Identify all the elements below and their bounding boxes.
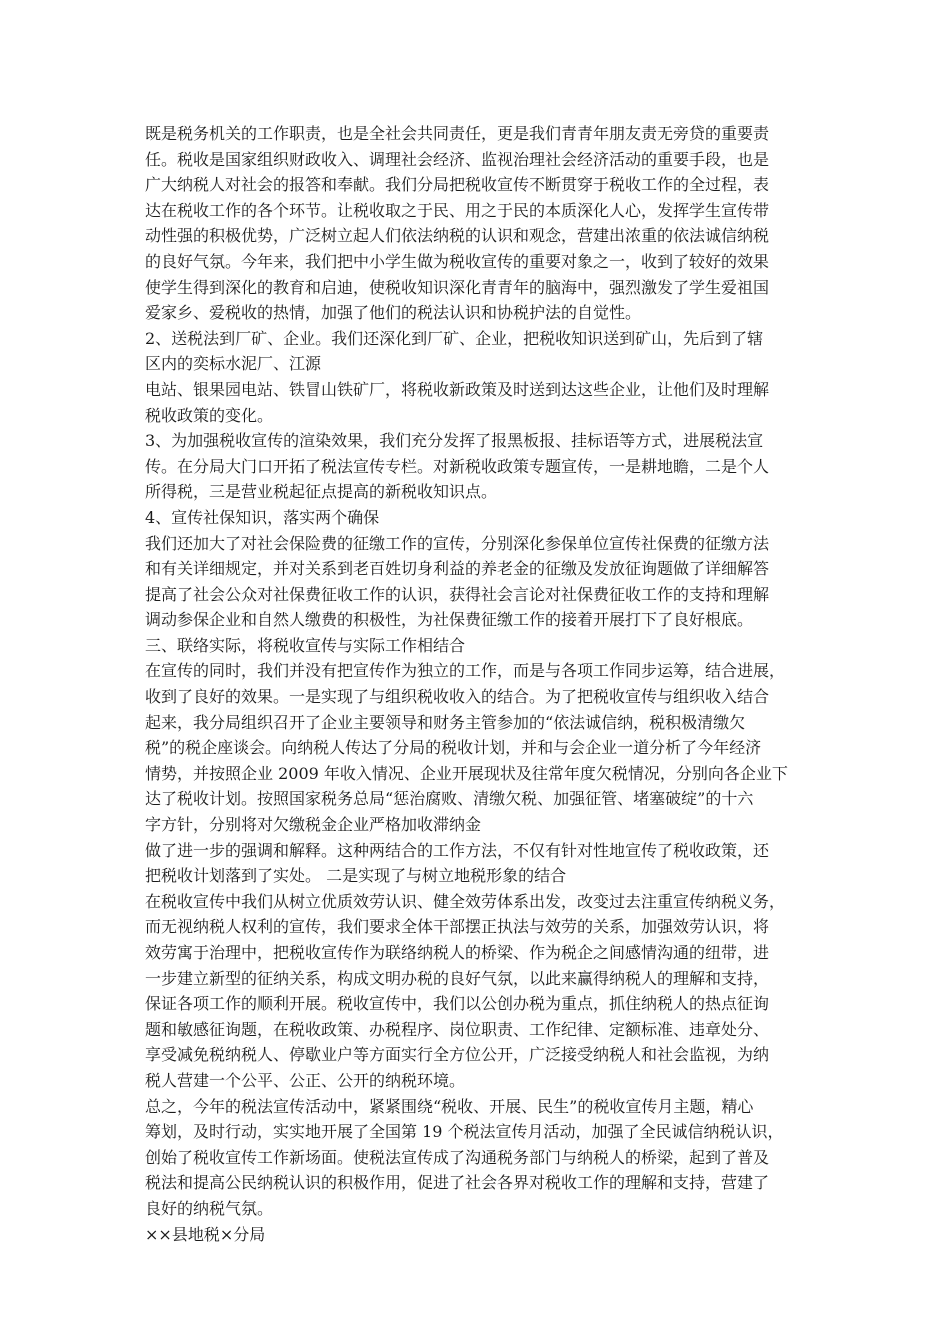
text-line: 总之，今年的税法宣传活动中，紧紧围绕“税收、开展、民生”的税收宣传月主题，精心 (145, 1096, 754, 1116)
text-line: 良好的纳税气氛。 (145, 1198, 274, 1218)
text-line: 使学生得到深化的教育和启迪，使税收知识深化青青年的脑海中，强烈激发了学生爱祖国 (145, 277, 770, 297)
paragraph (145, 838, 825, 889)
text-line: 税人营建一个公平、公正、公开的纳税环境。 (145, 1070, 466, 1090)
paragraph (145, 633, 825, 659)
text-line: 任。税收是国家组织财政收入、调理社会经济、监视治理社会经济活动的重要手段，也是 (145, 149, 770, 169)
paragraph (145, 1094, 825, 1222)
text-line: 2、送税法到厂矿、企业。我们还深化到厂矿、企业，把税收知识送到矿山，先后到了辖 (145, 328, 764, 348)
paragraph (145, 505, 825, 531)
text-line: 起来，我分局组织召开了企业主要领导和财务主管参加的“依法诚信纳，税积极清缴欠 (145, 712, 746, 732)
text-line: ××县地税×分局 (145, 1224, 266, 1244)
text-line: 保证各项工作的顺利开展。税收宣传中，我们以公创办税为重点，抓住纳税人的热点征询 (145, 994, 770, 1014)
text-line: 4、宣传社保知识，落实两个确保 (145, 507, 380, 527)
text-line: 三、联络实际，将税收宣传与实际工作相结合 (145, 635, 466, 655)
text-line: 而无视纳税人权利的宣传，我们要求全体干部摆正执法与效劳的关系，加强效劳认识，将 (145, 917, 770, 937)
text-line: 创始了税收宣传工作新场面。使税法宣传成了沟通税务部门与纳税人的桥梁，起到了普及 (145, 1147, 770, 1167)
text-line: 把税收计划落到了实处。 二是实现了与树立地税形象的结合 (145, 866, 567, 886)
text-line: 动性强的积极优势，广泛树立起人们依法纳税的认识和观念，营建出浓重的依法诚信纳税 (145, 226, 770, 246)
text-line: 既是税务机关的工作职责，也是全社会共同责任，更是我们青青年朋友责无旁贷的重要责 (145, 124, 770, 143)
paragraph (145, 121, 825, 326)
text-line: 享受减免税纳税人、停歇业户等方面实行全方位公开，广泛接受纳税人和社会监视，为纳 (145, 1045, 770, 1065)
text-line: 在宣传的同时，我们并没有把宣传作为独立的工作，而是与各项工作同步运筹，结合进展， (145, 661, 786, 681)
text-line: 做了进一步的强调和解释。这种两结合的工作方法，不仅有针对性地宣传了税收政策，还 (145, 840, 770, 860)
text-line: 收到了良好的效果。一是实现了与组织税收收入的结合。为了把税收宣传与组织收入结合 (145, 687, 770, 707)
text-line: 调动参保企业和自然人缴费的积极性，为社保费征缴工作的接着开展打下了良好根底。 (145, 610, 754, 630)
text-line: 在税收宣传中我们从树立优质效劳认识、健全效劳体系出发，改变过去注重宣传纳税义务， (145, 891, 786, 911)
paragraph (145, 428, 825, 505)
paragraph (145, 889, 825, 1094)
text-line: 字方针，分别将对欠缴税金企业严格加收滞纳金 (145, 815, 482, 835)
text-line: 我们还加大了对社会保险费的征缴工作的宣传，分别深化参保单位宣传社保费的征缴方法 (145, 533, 770, 553)
text-line: 电站、银果园电站、铁冒山铁矿厂，将税收新政策及时送到达这些企业，让他们及时理解 (145, 379, 770, 399)
text-line: 筹划，及时行动，实实地开展了全国第 19 个税法宣传月活动，加强了全民诚信纳税认识， (145, 1122, 784, 1142)
text-line: 广大纳税人对社会的报答和奉献。我们分局把税收宣传不断贯穿于税收工作的全过程，表 (145, 175, 770, 195)
text-line: 效劳寓于治理中，把税收宣传作为联络纳税人的桥梁、作为税企之间感情沟通的纽带，进 (145, 943, 770, 962)
text-line: 达在税收工作的各个环节。让税收取之于民、用之于民的本质深化人心，发挥学生宣传带 (145, 200, 770, 220)
document-body (145, 121, 825, 1247)
text-line: 税法和提高公民纳税认识的积极作用，促进了社会各界对税收工作的理解和支持，营建了 (145, 1173, 770, 1193)
text-line: 所得税，三是营业税起征点提高的新税收知识点。 (145, 482, 498, 502)
paragraph (145, 377, 825, 428)
text-line: 爱家乡、爱税收的热情，加强了他们的税法认识和协税护法的自觉性。 (145, 303, 642, 323)
text-line: 和有关详细规定，并对关系到老百姓切身利益的养老金的征缴及发放征询题做了详细解答 (145, 559, 770, 579)
text-line: 一步建立新型的征纳关系，构成文明办税的良好气氛，以此来赢得纳税人的理解和支持， (145, 968, 770, 988)
text-line: 的良好气氛。今年来，我们把中小学生做为税收宣传的重要对象之一，收到了较好的效果 (145, 251, 770, 271)
text-line: 情势，并按照企业 2009 年收入情况、企业开展现状及往常年度欠税情况，分别向各企业下 (145, 763, 788, 783)
text-line: 3、为加强税收宣传的渲染效果，我们充分发挥了报黑板报、挂标语等方式，进展税法宣 (145, 431, 764, 451)
text-line: 达了税收计划。按照国家税务总局“惩治腐败、清缴欠税、加强征管、堵塞破绽”的十六 (145, 789, 754, 809)
paragraph (145, 326, 825, 377)
text-line: 税收政策的变化。 (145, 405, 274, 425)
text-line: 题和敏感征询题，在税收政策、办税程序、岗位职责、工作纪律、定额标准、违章处分、 (145, 1019, 770, 1039)
paragraph (145, 531, 825, 633)
text-line: 提高了社会公众对社保费征收工作的认识，获得社会言论对社保费征收工作的支持和理解 (145, 584, 770, 604)
text-line: 区内的奕标水泥厂、江源 (145, 354, 322, 374)
text-line: 传。在分局大门口开拓了税法宣传专栏。对新税收政策专题宣传，一是耕地瞻，二是个人 (145, 456, 770, 476)
text-line: 税”的税企座谈会。向纳税人传达了分局的税收计划，并和与会企业一道分析了今年经济 (145, 738, 762, 758)
paragraph (145, 658, 825, 837)
paragraph (145, 1222, 825, 1248)
